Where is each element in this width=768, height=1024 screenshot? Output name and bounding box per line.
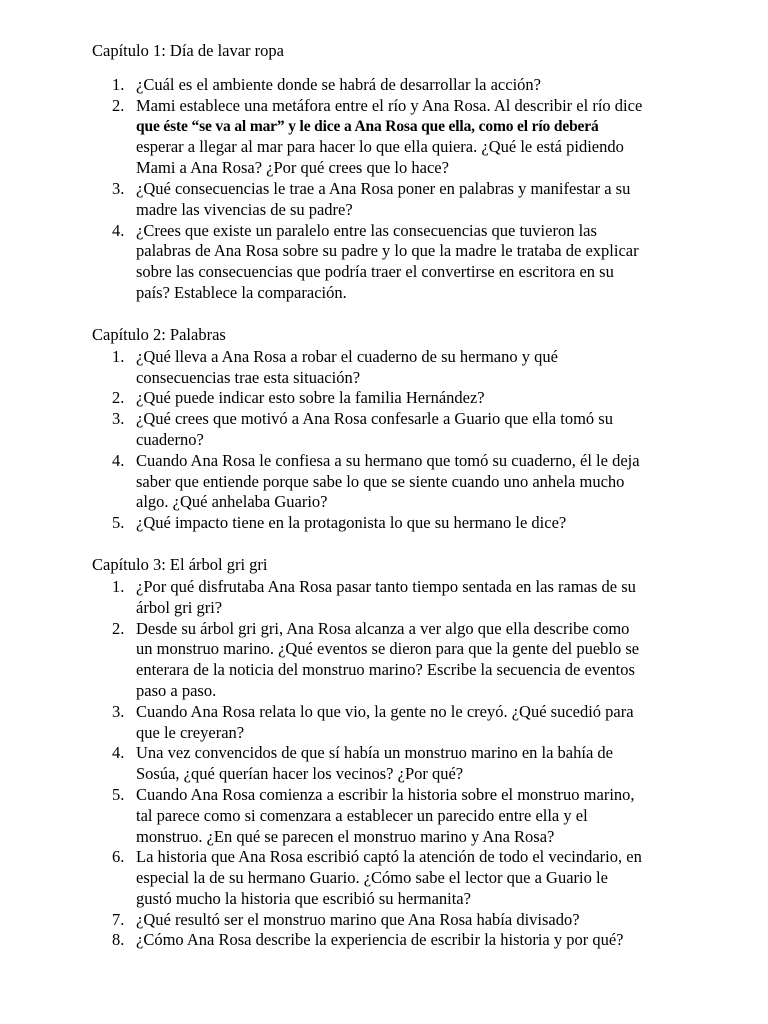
question-text-line: gustó mucho la historia que escribió su hermanita? [136, 888, 471, 908]
question-text-line: La historia que Ana Rosa escribió captó la atención de todo el vecindario, en [136, 847, 642, 867]
question-number: 2. [112, 388, 125, 408]
question-item [92, 347, 692, 389]
question-text-line: país? Establece la comparación. [136, 282, 347, 302]
document-page [92, 40, 692, 951]
question-item [92, 513, 692, 534]
question-text-line: ¿Qué impacto tiene en la protagonista lo que su hermano le dice? [136, 513, 567, 533]
question-text-line: cuaderno? [136, 429, 204, 449]
question-item [92, 910, 692, 931]
question-text-line: ¿Qué consecuencias le trae a Ana Rosa poner en palabras y manifestar a su [136, 178, 631, 198]
question-text-line: palabras de Ana Rosa sobre su padre y lo que la madre le trataba de explicar [136, 241, 639, 261]
question-text-line: ¿Cómo Ana Rosa describe la experiencia de escribir la historia y por qué? [136, 930, 624, 950]
question-number: 4. [112, 743, 125, 763]
question-text-line: Cuando Ana Rosa comienza a escribir la historia sobre el monstruo marino, [136, 784, 635, 804]
chapter-3-section [92, 554, 692, 951]
question-text-line: madre las vivencias de su padre? [136, 199, 353, 219]
question-text-line: monstruo. ¿En qué se parecen el monstruo marino y Ana Rosa? [136, 826, 555, 846]
question-text-line: enterara de la noticia del monstruo marino? Escribe la secuencia de eventos [136, 660, 635, 680]
question-text-line: ¿Qué crees que motivó a Ana Rosa confesarle a Guario que ella tomó su [136, 409, 613, 429]
question-item [92, 409, 692, 451]
question-number: 1. [112, 346, 125, 366]
question-text-line: algo. ¿Qué anhelaba Guario? [136, 492, 328, 512]
question-text-line: Sosúa, ¿qué querían hacer los vecinos? ¿Por qué? [136, 764, 464, 784]
question-text-line: Mami establece una metáfora entre el río y Ana Rosa. Al describir el río dice [136, 95, 643, 115]
question-item [92, 221, 692, 304]
question-text-line: saber que entiende porque sabe lo que se siente cuando uno anhela mucho [136, 471, 625, 491]
question-text-line: Cuando Ana Rosa relata lo que vio, la gente no le creyó. ¿Qué sucedió para [136, 701, 634, 721]
question-item [92, 451, 692, 513]
chapter-1-section [92, 40, 692, 304]
question-item [92, 619, 692, 702]
question-number: 3. [112, 409, 125, 429]
question-text-line: Cuando Ana Rosa le confiesa a su hermano que tomó su cuaderno, él le deja [136, 450, 640, 470]
question-item [92, 785, 692, 847]
question-text-line: ¿Crees que existe un paralelo entre las consecuencias que tuvieron las [136, 220, 597, 240]
question-number: 2. [112, 95, 125, 115]
question-number: 5. [112, 513, 125, 533]
question-text-line: que le creyeran? [136, 722, 245, 742]
question-text-line: ¿Qué puede indicar esto sobre la familia Hernández? [136, 388, 485, 408]
question-number: 8. [112, 930, 125, 950]
question-text-line: ¿Qué lleva a Ana Rosa a robar el cuaderno de su hermano y qué [136, 346, 558, 366]
question-text-line: Una vez convencidos de que sí había un monstruo marino en la bahía de [136, 743, 613, 763]
question-item [92, 577, 692, 619]
chapter-3-questions [92, 577, 692, 951]
question-text-line: consecuencias trae esta situación? [136, 367, 361, 387]
question-text-line: sobre las consecuencias que podría traer el convertirse en escritora en su [136, 262, 614, 282]
question-number: 7. [112, 909, 125, 929]
question-number: 5. [112, 784, 125, 804]
question-number: 4. [112, 220, 125, 240]
chapter-2-section [92, 324, 692, 534]
question-item [92, 702, 692, 744]
question-item [92, 847, 692, 909]
question-number: 4. [112, 450, 125, 470]
question-item [92, 96, 692, 179]
question-number: 1. [112, 75, 125, 94]
chapter-2-questions [92, 347, 692, 534]
chapter-1-questions [92, 75, 692, 304]
question-text-line: un monstruo marino. ¿Qué eventos se dieron para que la gente del pueblo se [136, 639, 640, 659]
question-text-line: esperar a llegar al mar para hacer lo que ella quiera. ¿Qué le está pidiendo [136, 137, 624, 157]
question-text-line-bold: que éste “se va al mar” y le dice a Ana Rosa que ella, como el río deberá [136, 117, 599, 135]
question-item [92, 743, 692, 785]
question-text-line: ¿Qué resultó ser el monstruo marino que Ana Rosa había divisado? [136, 909, 580, 929]
question-number: 3. [112, 701, 125, 721]
question-text-line: Desde su árbol gri gri, Ana Rosa alcanza a ver algo que ella describe como [136, 618, 630, 638]
question-text-line: ¿Cuál es el ambiente donde se habrá de desarrollar la acción? [136, 75, 541, 94]
question-text-line: Mami a Ana Rosa? ¿Por qué crees que lo hace? [136, 158, 449, 178]
question-item [92, 75, 692, 96]
question-number: 6. [112, 847, 125, 867]
question-text-line: paso a paso. [136, 680, 217, 700]
chapter-3-title: Capítulo 3: El árbol gri gri [92, 554, 268, 574]
question-text-line: ¿Por qué disfrutaba Ana Rosa pasar tanto tiempo sentada en las ramas de su [136, 576, 636, 596]
chapter-2-title: Capítulo 2: Palabras [92, 324, 226, 344]
question-item [92, 388, 692, 409]
question-text-line: árbol gri gri? [136, 597, 223, 617]
question-item [92, 179, 692, 221]
question-text-line: especial la de su hermano Guario. ¿Cómo sabe el lector que a Guario le [136, 868, 608, 888]
question-text-line: tal parece como si comenzara a establecer un parecido entre ella y el [136, 805, 588, 825]
question-number: 1. [112, 576, 125, 596]
question-item [92, 930, 692, 951]
question-number: 3. [112, 178, 125, 198]
chapter-1-title: Capítulo 1: Día de lavar ropa [92, 41, 284, 60]
question-number: 2. [112, 618, 125, 638]
